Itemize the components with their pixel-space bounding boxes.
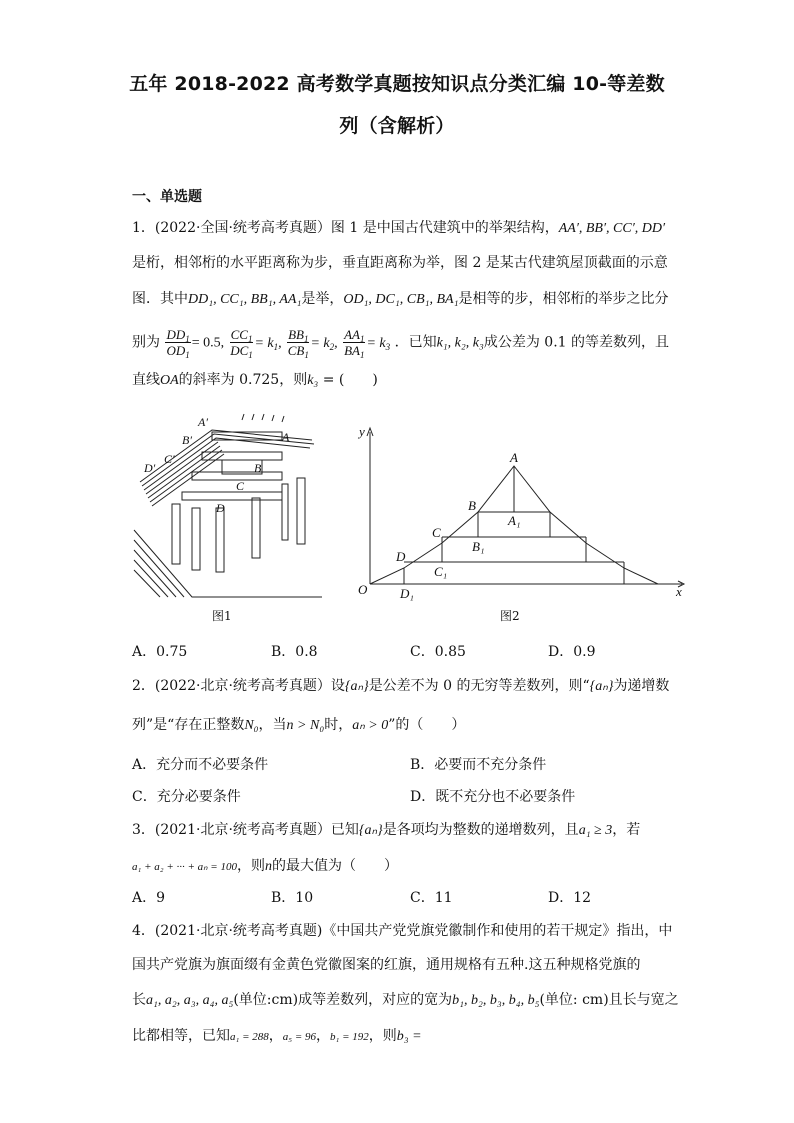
q1-option-a[interactable]: A．0.75 (132, 644, 188, 660)
fig2-label-c1: C₁ (434, 564, 448, 579)
q1-option-b[interactable]: B．0.8 (271, 644, 318, 660)
fig2-label-y: y (359, 424, 365, 439)
q4-line-1: 4．(2021·北京·统考高考真题)《中国共产党党旗党徽制作和使用的若干规定》指出，中 (132, 923, 673, 939)
q2-option-d[interactable]: D．既不充分也不必要条件 (410, 789, 576, 805)
q1-line-3: 图．其中DD₁, CC₁, BB₁, AA₁是举，OD₁, DC₁, CB₁, BA₁是相等的步，相邻桁的举步之比分 (132, 291, 669, 307)
document-title-line-1: 五年 2018-2022 高考数学真题按知识点分类汇编 10-等差数 (129, 73, 665, 95)
figure-1-building-sketch (132, 412, 324, 602)
q3-line-2: a₁ + a₂ + ··· + aₙ = 100，则n的最大值为（ ） (132, 858, 398, 874)
q4-line-2: 国共产党旗为旗面缀有金黄色党徽图案的红旗，通用规格有五种.这五种规格党旗的 (132, 957, 641, 973)
fig1-label-d: D (216, 501, 225, 515)
q1-line-4: 别为 $\frac{DD_1}{OD_1}$ = 0.5, $\frac{CC_1}{DC_1}$ = $k_1$, $\frac{BB_1}{CB_1}$ = $k_2$, $\frac{AA_1}{BA_1}$ = $k_3$ ．已知k₁, k₂, k₃成公差为 0.1 的等差数列，且 (132, 327, 670, 360)
q4-line-3: 长a₁, a₂, a₃, a₄, a₅(单位:cm)成等差数列，对应的宽为b₁, b₂, b₃, b₄, b₅(单位: cm)且长与宽之 (132, 992, 679, 1008)
fig2-label-b1: B₁ (472, 539, 485, 554)
fig2-label-d1: D₁ (400, 586, 414, 601)
q1-option-c[interactable]: C．0.85 (410, 644, 466, 660)
document-title-line-2: 列（含解析） (339, 115, 455, 137)
fig1-label-c-prime: C′ (164, 452, 175, 466)
fig2-label-d: D (396, 549, 406, 564)
figure-1-caption: 图1 (212, 609, 232, 623)
fig2-label-c: C (432, 525, 441, 540)
figure-2-roof-diagram (352, 424, 692, 602)
fig2-label-x: x (676, 584, 682, 599)
fig1-label-a-prime: A′ (198, 415, 208, 429)
fig1-label-b: B (254, 461, 262, 475)
q2-line-2: 列”是“存在正整数N₀，当n > N₀时，aₙ > 0”的（ ） (132, 717, 466, 733)
q1-line-1: 1．(2022·全国·统考高考真题）图 1 是中国古代建筑中的举架结构，AA′, BB′, CC′, DD′ (132, 220, 666, 236)
fig2-label-b: B (468, 498, 476, 513)
q4-line-4: 比都相等，已知a₁ = 288，a₅ = 96，b₁ = 192，则b₃ = (132, 1028, 422, 1044)
fig2-label-a1: A₁ (508, 513, 521, 528)
q3-option-d[interactable]: D．12 (548, 890, 592, 906)
fig1-label-d-prime: D′ (144, 461, 156, 475)
q2-option-b[interactable]: B．必要而不充分条件 (410, 757, 547, 773)
fig2-label-a: A (510, 450, 518, 465)
q2-line-1: 2．(2022·北京·统考高考真题）设{aₙ}是公差不为 0 的无穷等差数列，则“{aₙ}为递增数 (132, 678, 670, 694)
fig1-label-b-prime: B′ (182, 433, 192, 447)
fig1-label-c: C (236, 479, 245, 493)
q2-option-c[interactable]: C．充分必要条件 (132, 789, 241, 805)
q3-line-1: 3．(2021·北京·统考高考真题）已知{aₙ}是各项均为整数的递增数列，且a₁ ≥ 3，若 (132, 822, 641, 838)
fig1-label-a: A (282, 430, 290, 444)
q2-option-a[interactable]: A．充分而不必要条件 (132, 757, 269, 773)
fig2-label-o: O (358, 582, 368, 597)
q1-beams-math: AA′, BB′, CC′, DD′ (558, 221, 666, 236)
q3-option-a[interactable]: A．9 (132, 890, 166, 906)
q1-option-d[interactable]: D．0.9 (548, 644, 596, 660)
q3-option-b[interactable]: B．10 (271, 890, 314, 906)
q1-line-5: 直线OA的斜率为 0.725，则k₃ = ( ) (132, 372, 378, 388)
q3-option-c[interactable]: C．11 (410, 890, 453, 906)
q1-line-2: 是桁，相邻桁的水平距离称为步，垂直距离称为举，图 2 是某古代建筑屋顶截面的示意 (132, 255, 668, 271)
figure-2-caption: 图2 (500, 609, 520, 623)
section-heading: 一、单选题 (132, 189, 202, 205)
